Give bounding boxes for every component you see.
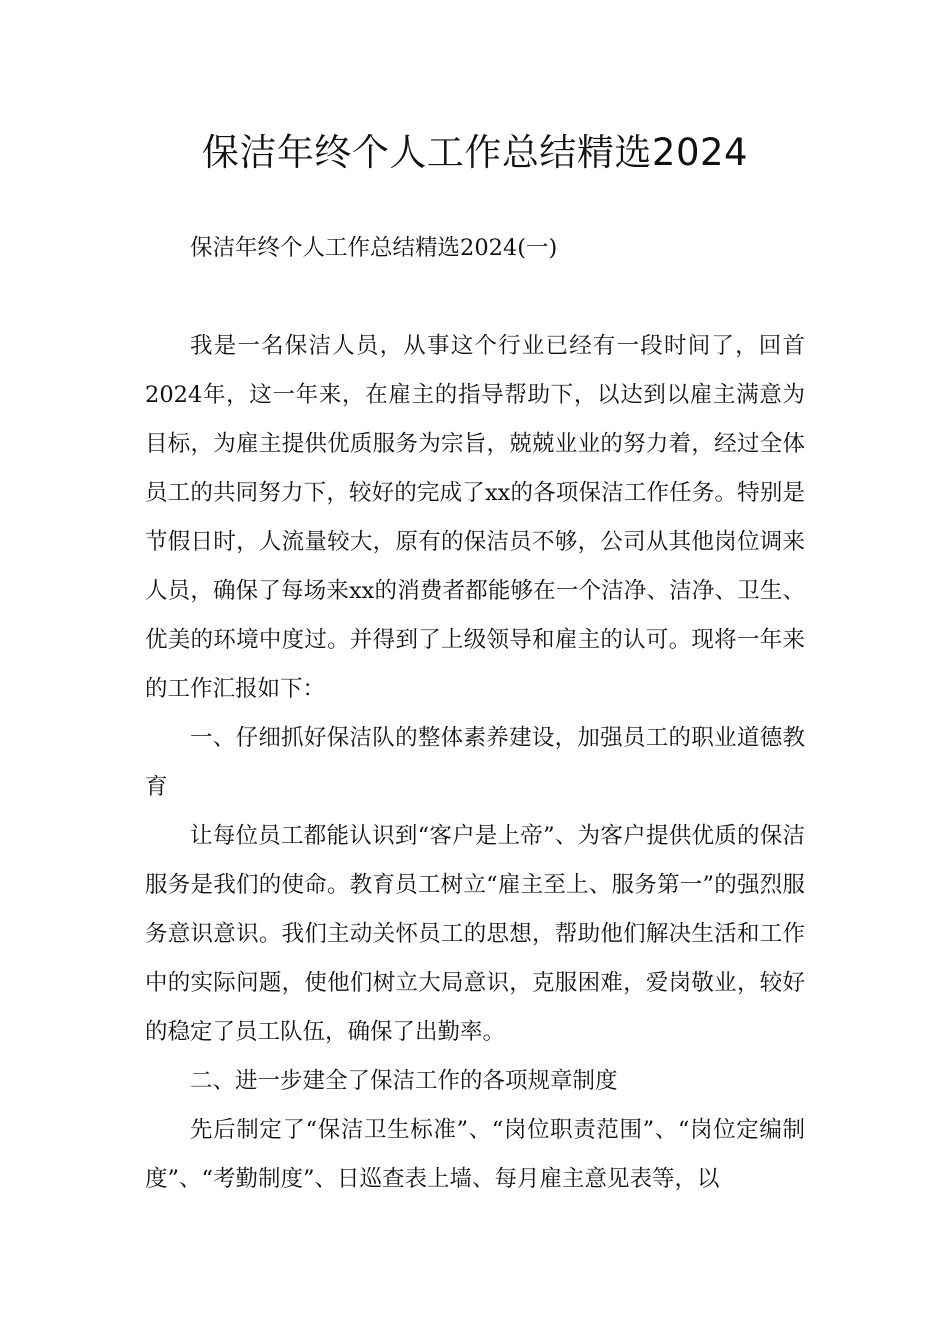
section-heading-1: 一、仔细抓好保洁队的整体素养建设，加强员工的职业道德教育 bbox=[145, 725, 805, 800]
section-heading-2: 二、进一步建全了保洁工作的各项规章制度 bbox=[190, 1068, 618, 1094]
document-body bbox=[145, 224, 805, 1204]
body-paragraph: 让每位员工都能认识到“客户是上帝”、为客户提供优质的保洁服务是我们的使命。教育员工树立“雇主至上、服务第一”的强烈服务意识意识。我们主动关怀员工的思想，帮助他们解决生活和工作中的实际问题，使他们树立大局意识，克服困难，爱岗敬业，较好的稳定了员工队伍，确保了出勤率。 bbox=[145, 823, 805, 1045]
document-title: 保洁年终个人工作总结精选2024 bbox=[201, 131, 749, 174]
intro-paragraph: 我是一名保洁人员，从事这个行业已经有一段时间了，回首2024年，这一年来，在雇主的指导帮助下，以达到以雇主满意为目标，为雇主提供优质服务为宗旨，兢兢业业的努力着，经过全体员工的共同努力下，较好的完成了xx的各项保洁工作任务。特别是节假日时，人流量较大，原有的保洁员不够，公司从其他岗位调来人员，确保了每场来xx的消费者都能够在一个洁净、洁净、卫生、优美的环境中度过。并得到了上级领导和雇主的认可。现将一年来的工作汇报如下： bbox=[145, 333, 805, 702]
body-paragraph: 先后制定了“保洁卫生标准”、“岗位职责范围”、“岗位定编制度”、“考勤制度”、日巡查表上墙、每月雇主意见表等，以 bbox=[145, 1117, 805, 1192]
section-subtitle: 保洁年终个人工作总结精选2024(一) bbox=[190, 235, 558, 261]
